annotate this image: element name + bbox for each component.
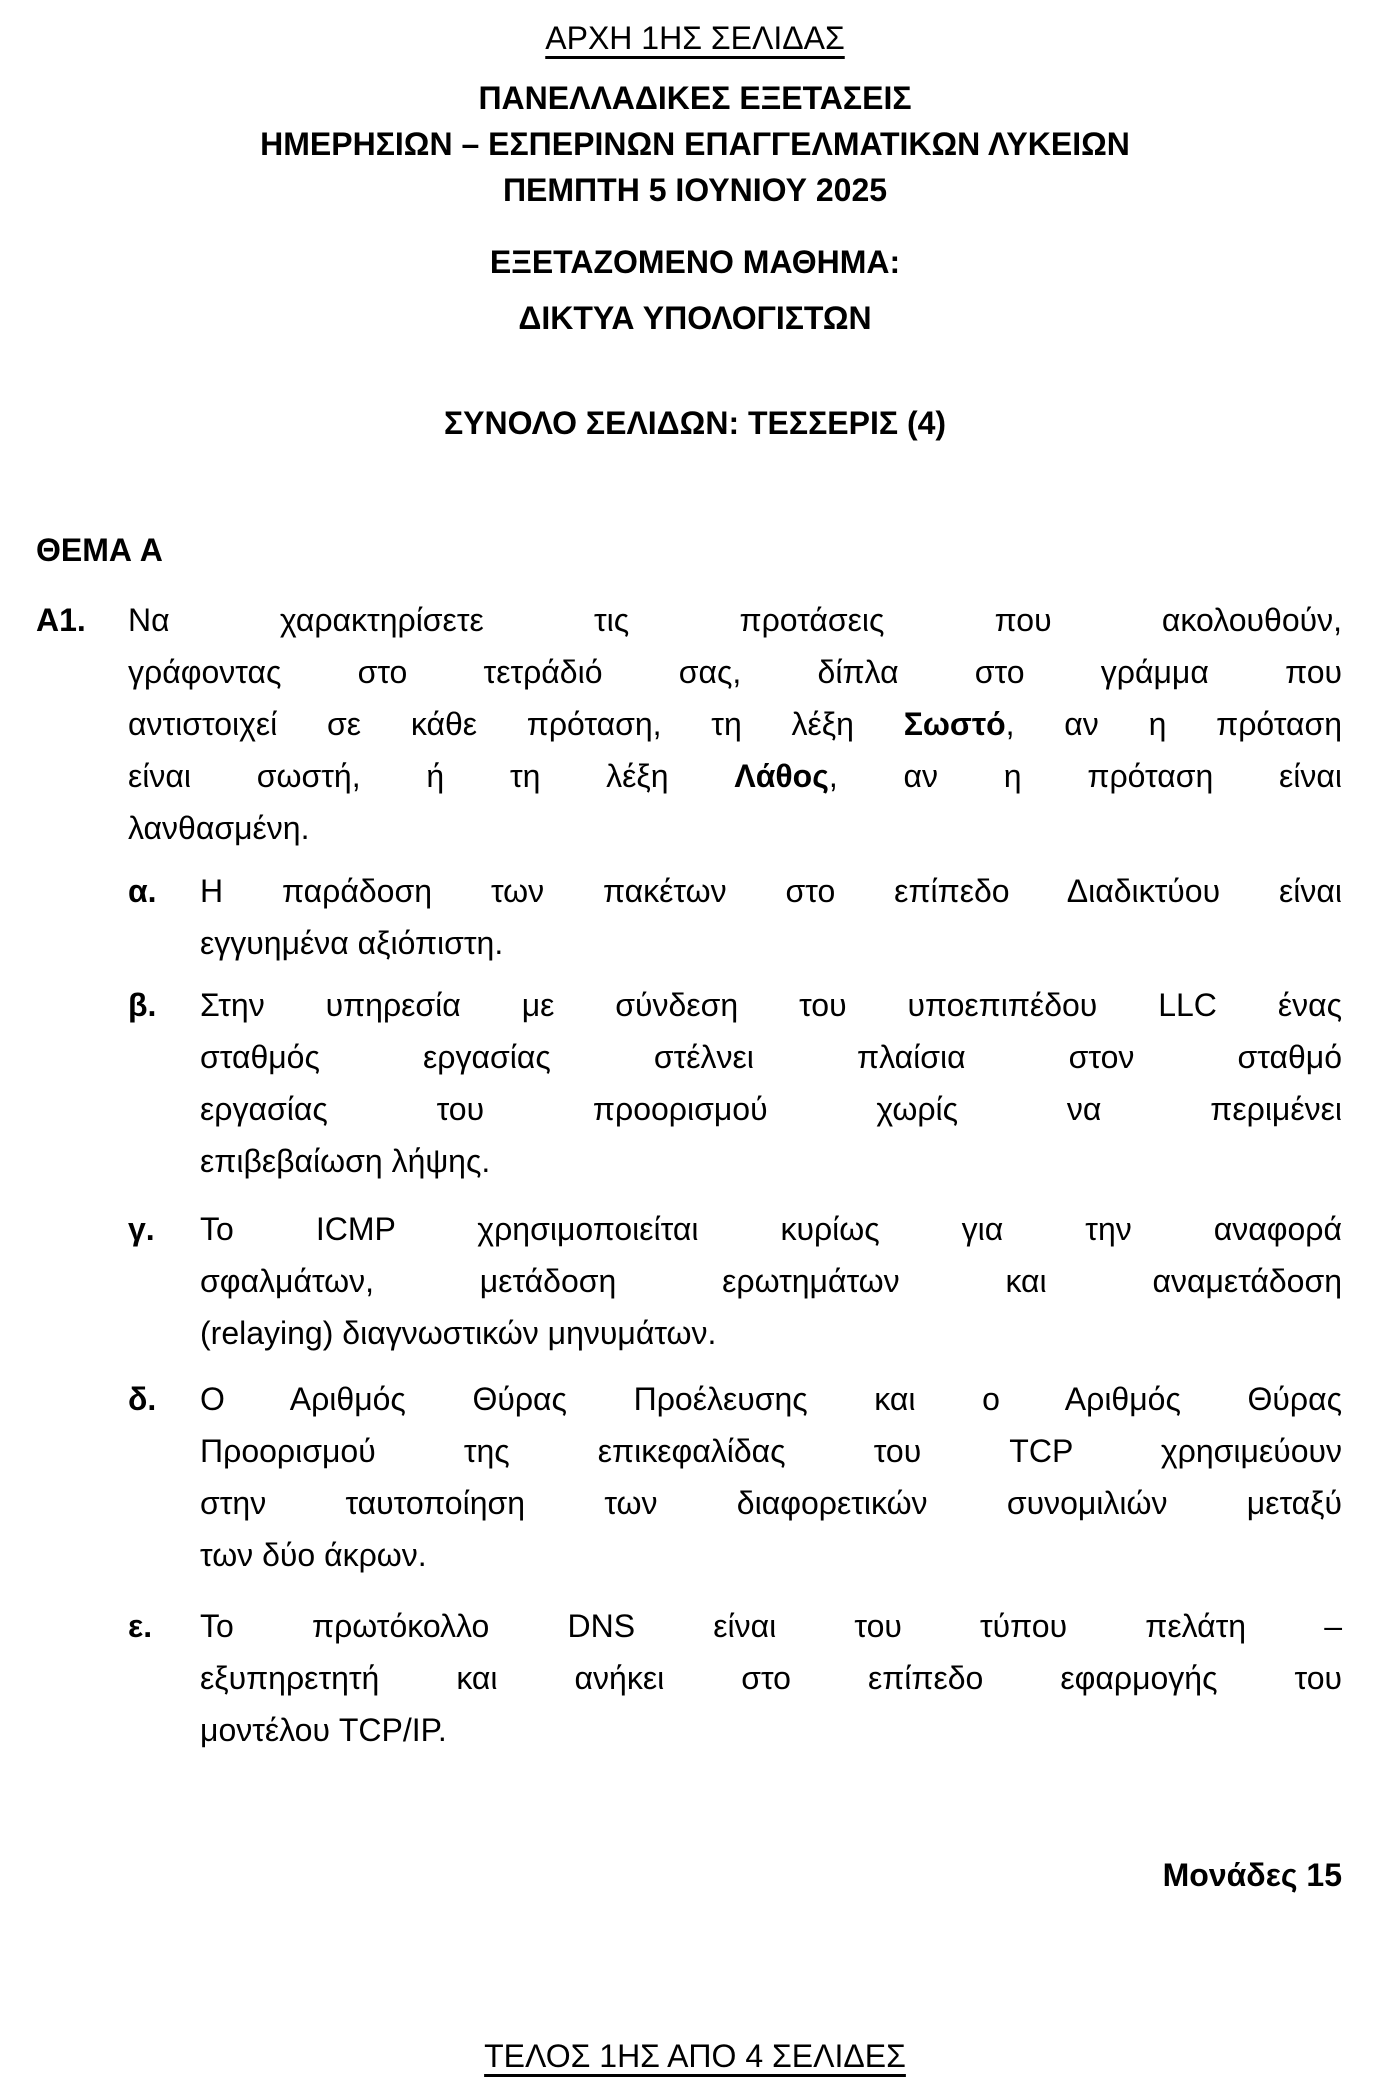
text-segment: Η παράδοση των πακέτων στο επίπεδο Διαδικτύου είναι — [200, 873, 1342, 909]
text-line — [128, 750, 1342, 802]
pages-total: ΣΥΝΟΛΟ ΣΕΛΙΔΩΝ: ΤΕΣΣΕΡΙΣ (4) — [443, 405, 947, 441]
text-segment: λανθασμένη. — [128, 810, 310, 846]
subject-label: ΕΞΕΤΑΖΟΜΕΝΟ ΜΑΘΗΜΑ: — [489, 244, 901, 280]
question-a1 — [36, 594, 1342, 854]
text-line — [200, 1373, 1342, 1425]
text-segment: Το ICMP χρησιμοποιείται κυρίως για την αναφορά — [200, 1211, 1342, 1247]
text-segment: σταθμός εργασίας στέλνει πλαίσια στον σταθμό — [200, 1039, 1342, 1075]
text-segment: αντιστοιχεί σε κάθε πρόταση, τη λέξη — [128, 706, 904, 742]
text-line — [128, 594, 1342, 646]
text-line — [200, 1255, 1342, 1307]
statement-item-gamma — [128, 1203, 1342, 1359]
bold-keyword: Λάθος — [734, 758, 829, 794]
text-segment: εγγυημένα αξιόπιστη. — [200, 925, 504, 961]
text-line — [200, 1652, 1342, 1704]
text-line — [200, 1203, 1342, 1255]
subject-name: ΔΙΚΤΥΑ ΥΠΟΛΟΓΙΣΤΩΝ — [518, 300, 872, 336]
statement-label-gamma: γ. — [128, 1211, 155, 1247]
text-line — [200, 1477, 1342, 1529]
text-line — [128, 646, 1342, 698]
text-segment: των δύο άκρων. — [200, 1537, 427, 1573]
theme-a-title: ΘΕΜΑ Α — [36, 532, 163, 568]
text-segment: Προορισμού της επικεφαλίδας του TCP χρησιμεύουν — [200, 1433, 1342, 1469]
text-segment: είναι σωστή, ή τη λέξη — [128, 758, 735, 794]
text-segment: , αν η πρόταση είναι — [828, 758, 1343, 794]
text-line — [200, 979, 1342, 1031]
text-segment: εξυπηρετητή και ανήκει στο επίπεδο εφαρμογής του — [200, 1660, 1342, 1696]
text-segment: μοντέλου TCP/IP. — [200, 1712, 447, 1748]
question-a1-label: Α1. — [36, 602, 86, 638]
statement-label-epsilon: ε. — [128, 1608, 153, 1644]
text-segment: Ο Αριθμός Θύρας Προέλευσης και ο Αριθμός Θύρας — [200, 1381, 1342, 1417]
statement-text-alpha — [200, 865, 1342, 969]
statement-text-delta — [200, 1373, 1342, 1581]
statement-text-epsilon — [200, 1600, 1342, 1756]
text-line — [200, 917, 1342, 969]
text-line — [128, 802, 1342, 854]
text-line — [200, 1600, 1342, 1652]
text-segment: εργασίας του προορισμού χωρίς να περιμένει — [200, 1091, 1342, 1127]
exam-title: ΠΑΝΕΛΛΑΔΙΚΕΣ ΕΞΕΤΑΣΕΙΣ — [478, 80, 912, 116]
text-segment: , αν η πρόταση — [1005, 706, 1343, 742]
text-line — [200, 1425, 1342, 1477]
text-segment: επιβεβαίωση λήψης. — [200, 1143, 491, 1179]
page-start-marker: ΑΡΧΗ 1ΗΣ ΣΕΛΙΔΑΣ — [545, 20, 845, 56]
text-line — [200, 1083, 1342, 1135]
text-segment: Το πρωτόκολλο DNS είναι του τύπου πελάτη – — [200, 1608, 1342, 1644]
exam-date: ΠΕΜΠΤΗ 5 ΙΟΥΝΙΟΥ 2025 — [502, 172, 888, 208]
text-line — [128, 698, 1342, 750]
text-line — [200, 1307, 1342, 1359]
text-segment: Να χαρακτηρίσετε τις προτάσεις που ακολουθούν, — [128, 602, 1342, 638]
text-segment: γράφοντας στο τετράδιό σας, δίπλα στο γράμμα που — [128, 654, 1342, 690]
text-line — [200, 865, 1342, 917]
statement-item-delta — [128, 1373, 1342, 1581]
text-line — [200, 1031, 1342, 1083]
statement-label-delta: δ. — [128, 1381, 157, 1417]
statement-text-gamma — [200, 1203, 1342, 1359]
statement-label-alpha: α. — [128, 873, 157, 909]
text-segment: (relaying) διαγνωστικών μηνυμάτων. — [200, 1315, 717, 1351]
statement-item-epsilon — [128, 1600, 1342, 1756]
exam-school-type: ΗΜΕΡΗΣΙΩΝ – ΕΣΠΕΡΙΝΩΝ ΕΠΑΓΓΕΛΜΑΤΙΚΩΝ ΛΥΚΕΙΩΝ — [260, 126, 1130, 162]
text-line — [200, 1704, 1342, 1756]
statement-item-alpha — [128, 865, 1342, 969]
text-segment: Στην υπηρεσία με σύνδεση του υποεπιπέδου LLC ένας — [200, 987, 1342, 1023]
text-line — [200, 1135, 1342, 1187]
bold-keyword: Σωστό — [903, 706, 1006, 742]
question-a1-text — [128, 594, 1342, 854]
statement-item-beta — [128, 979, 1342, 1187]
text-segment: στην ταυτοποίηση των διαφορετικών συνομιλιών μεταξύ — [200, 1485, 1342, 1521]
text-line — [200, 1529, 1342, 1581]
text-segment: σφαλμάτων, μετάδοση ερωτημάτων και αναμετάδοση — [200, 1263, 1342, 1299]
page-end-marker: ΤΕΛΟΣ 1ΗΣ ΑΠΟ 4 ΣΕΛΙΔΕΣ — [484, 2038, 906, 2074]
marks-label: Μονάδες 15 — [1162, 1857, 1342, 1893]
statement-text-beta — [200, 979, 1342, 1187]
statement-label-beta: β. — [128, 987, 157, 1023]
